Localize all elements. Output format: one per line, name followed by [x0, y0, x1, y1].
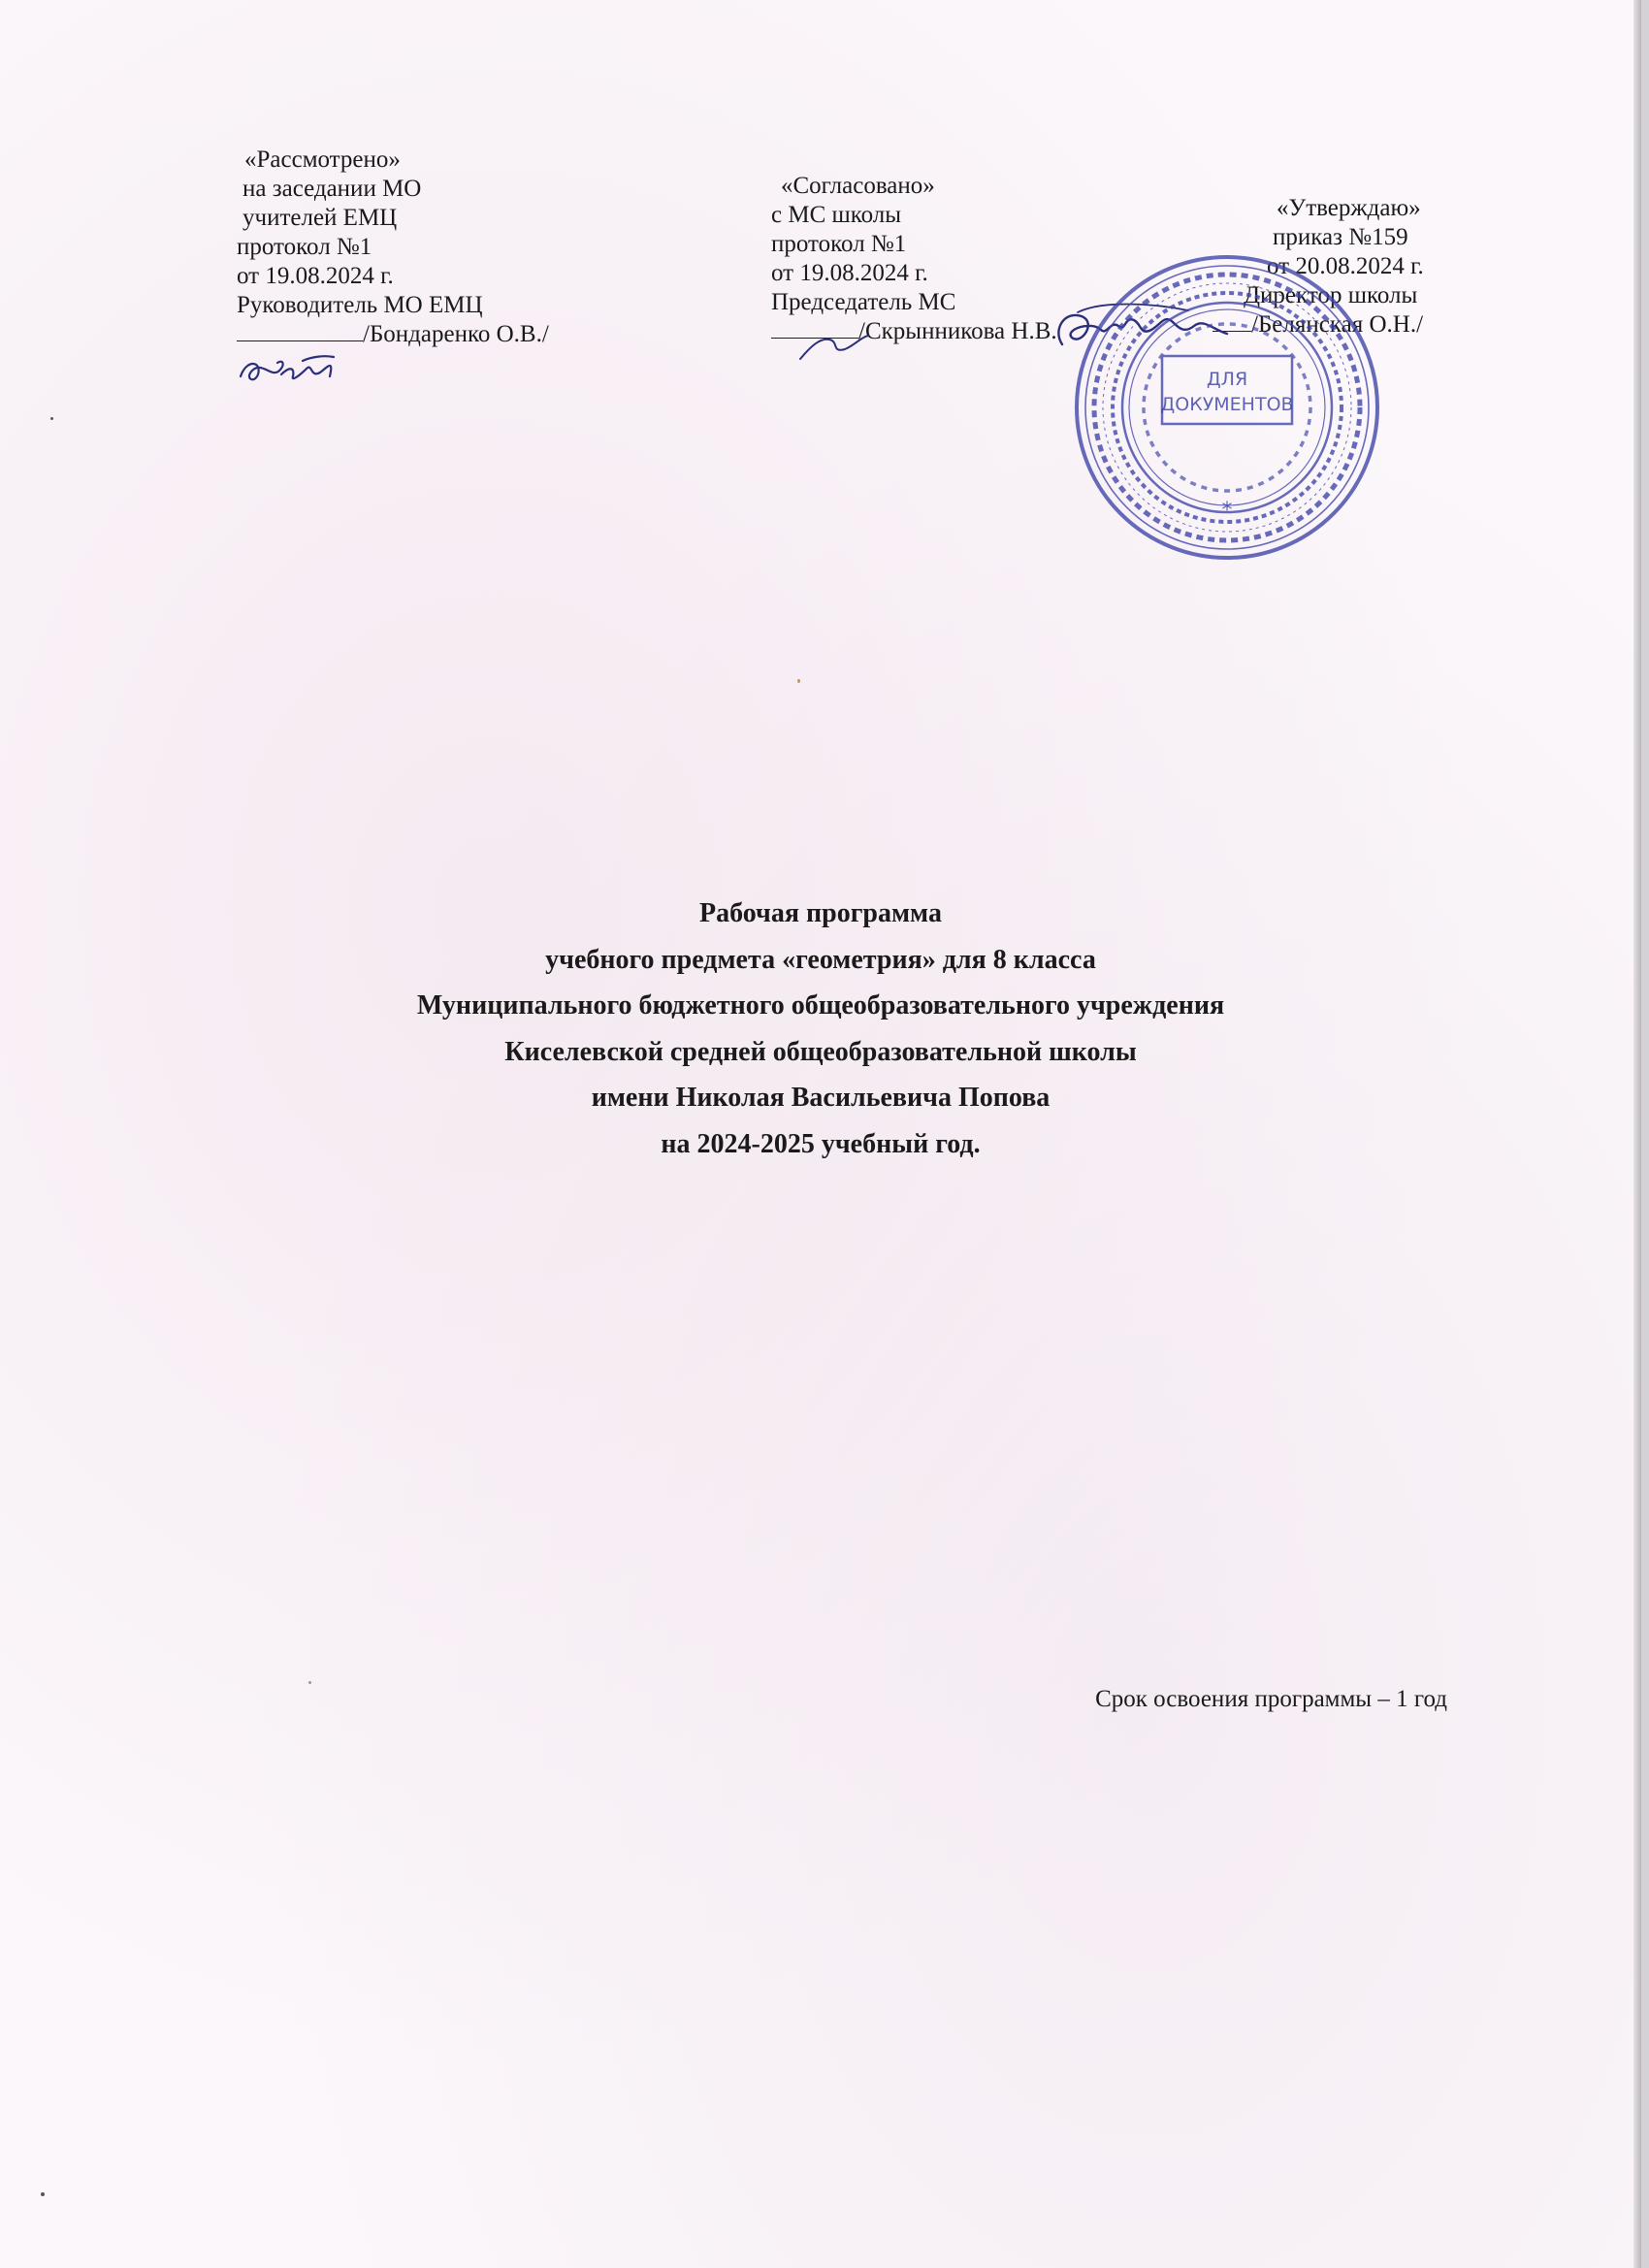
- title-line: имени Николая Васильевича Попова: [591, 1083, 1051, 1113]
- program-title: [0, 891, 1641, 1167]
- agreed-line: Председатель МС: [771, 289, 956, 315]
- approved-line: Директор школы: [1244, 282, 1418, 308]
- approved-heading: «Утверждаю»: [1277, 195, 1421, 221]
- program-term: Срок освоения программы – 1 год: [1095, 1686, 1447, 1712]
- agreed-signer: /Скрынникова Н.В.: [858, 318, 1057, 344]
- approved-line: от 20.08.2024 г.: [1267, 253, 1424, 279]
- agreed-line: с МС школы: [771, 202, 902, 228]
- scan-speck: [308, 1681, 311, 1684]
- stamp-text: ДОКУМЕНТОВ: [1160, 394, 1294, 415]
- school-stamp-image: [1067, 247, 1387, 567]
- considered-line: от 19.08.2024 г.: [237, 263, 394, 289]
- svg-text:*: *: [1221, 499, 1233, 523]
- agreed-heading: «Согласовано»: [781, 173, 935, 199]
- scan-speck: [797, 679, 800, 683]
- scan-speck: [50, 417, 53, 420]
- agreed-signature-line: [771, 317, 1057, 346]
- signature-blank: [237, 340, 363, 341]
- title-line: Киселевской средней общеобразовательной школы: [504, 1036, 1137, 1067]
- considered-heading: «Рассмотрено»: [244, 146, 401, 173]
- stamp-text: ДЛЯ: [1206, 369, 1248, 390]
- signature-blank: [771, 338, 858, 339]
- page-edge: [1633, 0, 1641, 2268]
- approved-signer: /Белянская О.Н./: [1251, 311, 1424, 338]
- considered-line: на заседании МО: [242, 176, 422, 202]
- title-line: Муниципального бюджетного общеобразовательного учреждения: [416, 990, 1225, 1021]
- considered-line: учителей ЕМЦ: [242, 205, 398, 231]
- title-line: Рабочая программа: [699, 898, 942, 928]
- agreed-block: [771, 172, 1057, 346]
- title-line: учебного предмета «геометрия» для 8 класса: [545, 944, 1096, 975]
- approved-line: приказ №159: [1273, 224, 1408, 250]
- considered-line: Руководитель МО ЕМЦ: [237, 292, 483, 318]
- signature-left-image: [233, 349, 369, 388]
- agreed-line: протокол №1: [771, 231, 907, 257]
- considered-block: [237, 146, 549, 349]
- considered-line: протокол №1: [237, 234, 372, 260]
- agreed-line: от 19.08.2024 г.: [771, 260, 928, 286]
- scan-speck: [41, 2192, 45, 2196]
- title-line: на 2024-2025 учебный год.: [661, 1128, 981, 1159]
- considered-signature-line: [237, 320, 549, 349]
- considered-signer: /Бондаренко О.В./: [363, 321, 549, 347]
